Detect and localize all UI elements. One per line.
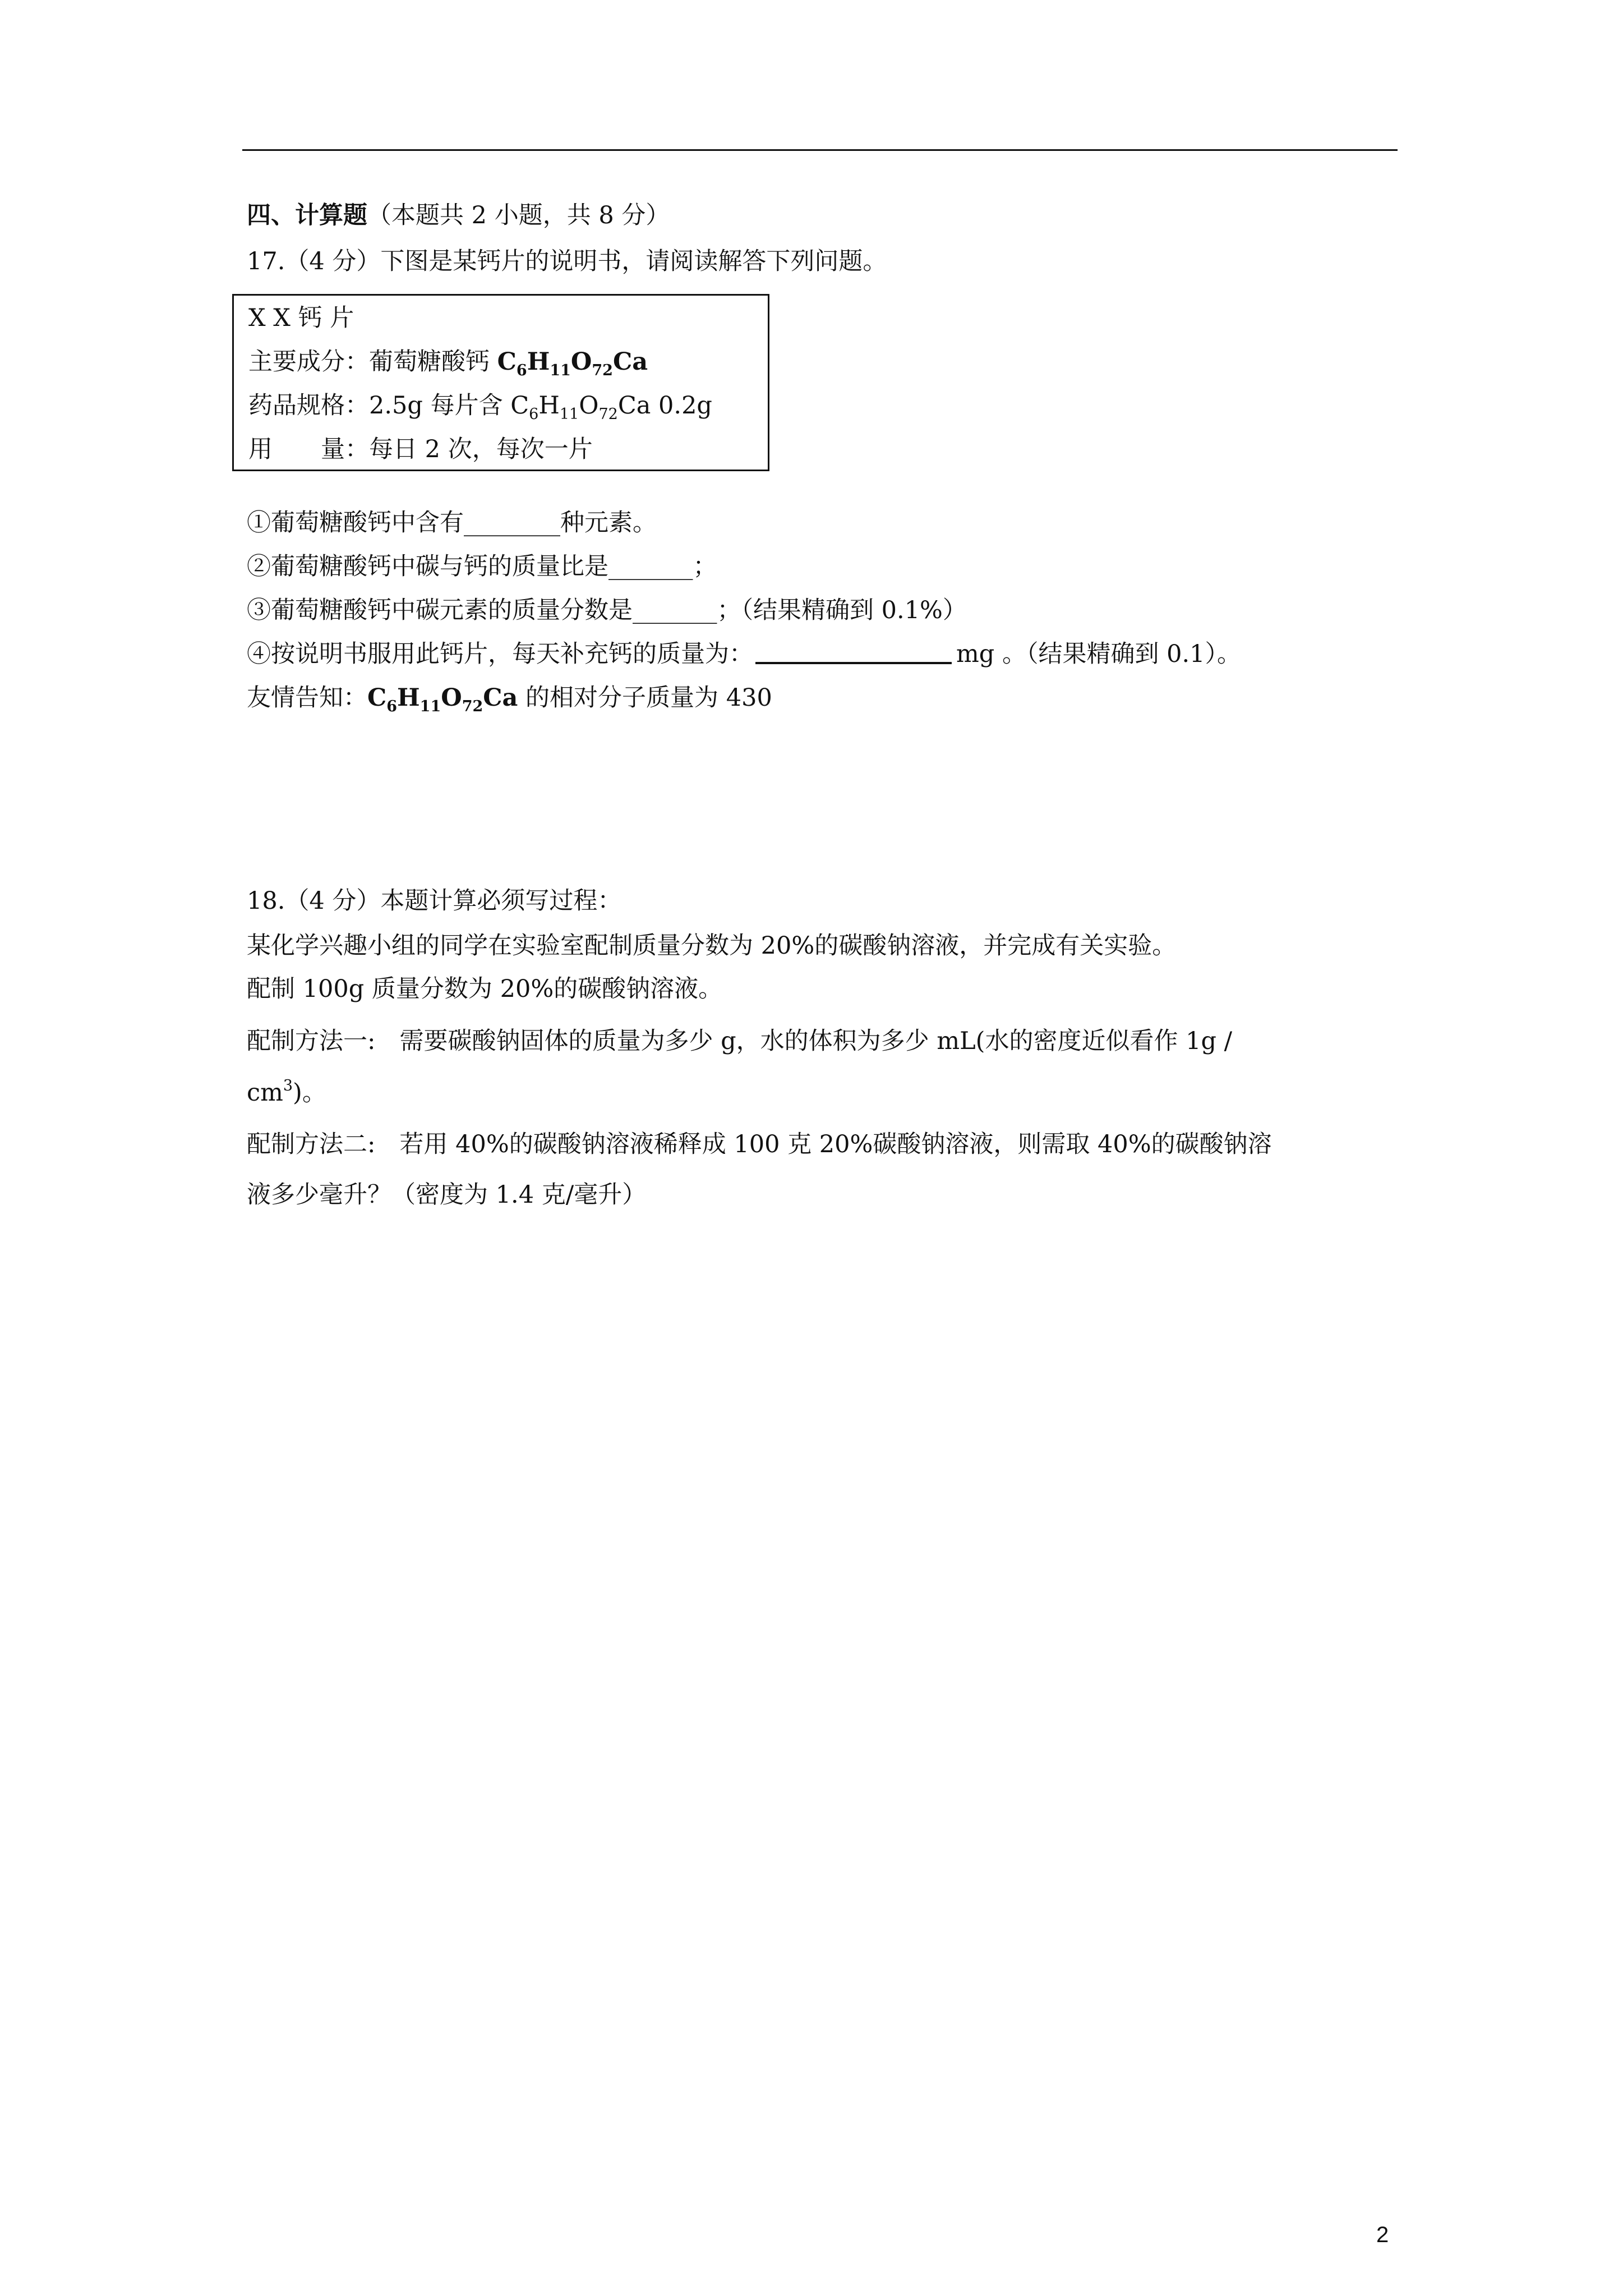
formula: $C_6H_{11}O_{72}Ca$ <box>497 348 648 379</box>
section-heading <box>247 199 670 232</box>
q18-line-1: 某化学兴趣小组的同学在实验室配制质量分数为 20%的碳酸钠溶液，并完成有关实验。 <box>247 932 1177 960</box>
section-title: 四、计算题 <box>247 201 367 229</box>
formula: $C_6H_{11}O_{72}Ca$ <box>510 392 651 423</box>
q17-item-1: ①葡萄糖酸钙中含有________种元素。 <box>247 509 657 537</box>
label-ingredient <box>248 345 648 379</box>
answer-blank <box>755 639 952 664</box>
q17-item-3: ③葡萄糖酸钙中碳元素的质量分数是_______；（结果精确到 0.1%） <box>247 596 967 624</box>
q18-intro: 18.（4 分）本题计算必须写过程： <box>247 887 622 915</box>
q17-item-2: ②葡萄糖酸钙中碳与钙的质量比是_______； <box>247 553 717 581</box>
q18-method-1-cont: $cm^3$)。 <box>247 1077 326 1107</box>
q17-hint: 友情告知：$C_6H_{11}O_{72}Ca$ 的相对分子质量为 430 <box>247 684 772 715</box>
header-rule <box>242 149 1398 151</box>
formula: $C_6H_{11}O_{72}Ca$ <box>367 684 518 715</box>
q17-intro: 17.（4 分）下图是某钙片的说明书，请阅读解答下列问题。 <box>247 247 887 275</box>
label-spec <box>248 389 712 422</box>
q18-method-2-cont: 液多少毫升？（密度为 1.4 克/毫升） <box>247 1181 647 1209</box>
q18-method-2: 配制方法二: 若用 40%的碳酸钠溶液稀释成 100 克 20%碳酸钠溶液，则需取 40%的碳酸钠溶 <box>247 1130 1272 1158</box>
section-subtitle: （本题共 2 小题，共 8 分） <box>367 201 670 229</box>
label-title: X X 钙 片 <box>248 304 354 332</box>
q18-line-2: 配制 100g 质量分数为 20%的碳酸钠溶液。 <box>247 975 723 1003</box>
page-number: 2 <box>1376 2223 1389 2247</box>
q18-method-1: 配制方法一: 需要碳酸钠固体的质量为多少 g，水的体积为多少 mL(水的密度近似看作 1g / <box>247 1027 1233 1055</box>
calcium-tablet-label-box <box>232 294 769 471</box>
spec-text: 药品规格：2.5g 每片含 <box>248 392 511 420</box>
spec-suffix: 0.2g <box>651 392 712 420</box>
label-dosage: 用 量：每日 2 次，每次一片 <box>248 435 593 463</box>
q17-item-4: ④按说明书服用此钙片，每天补充钙的质量为： mg 。（结果精确到 0.1）。 <box>247 640 1242 668</box>
ingredient-text: 主要成分：葡萄糖酸钙 <box>248 348 497 376</box>
